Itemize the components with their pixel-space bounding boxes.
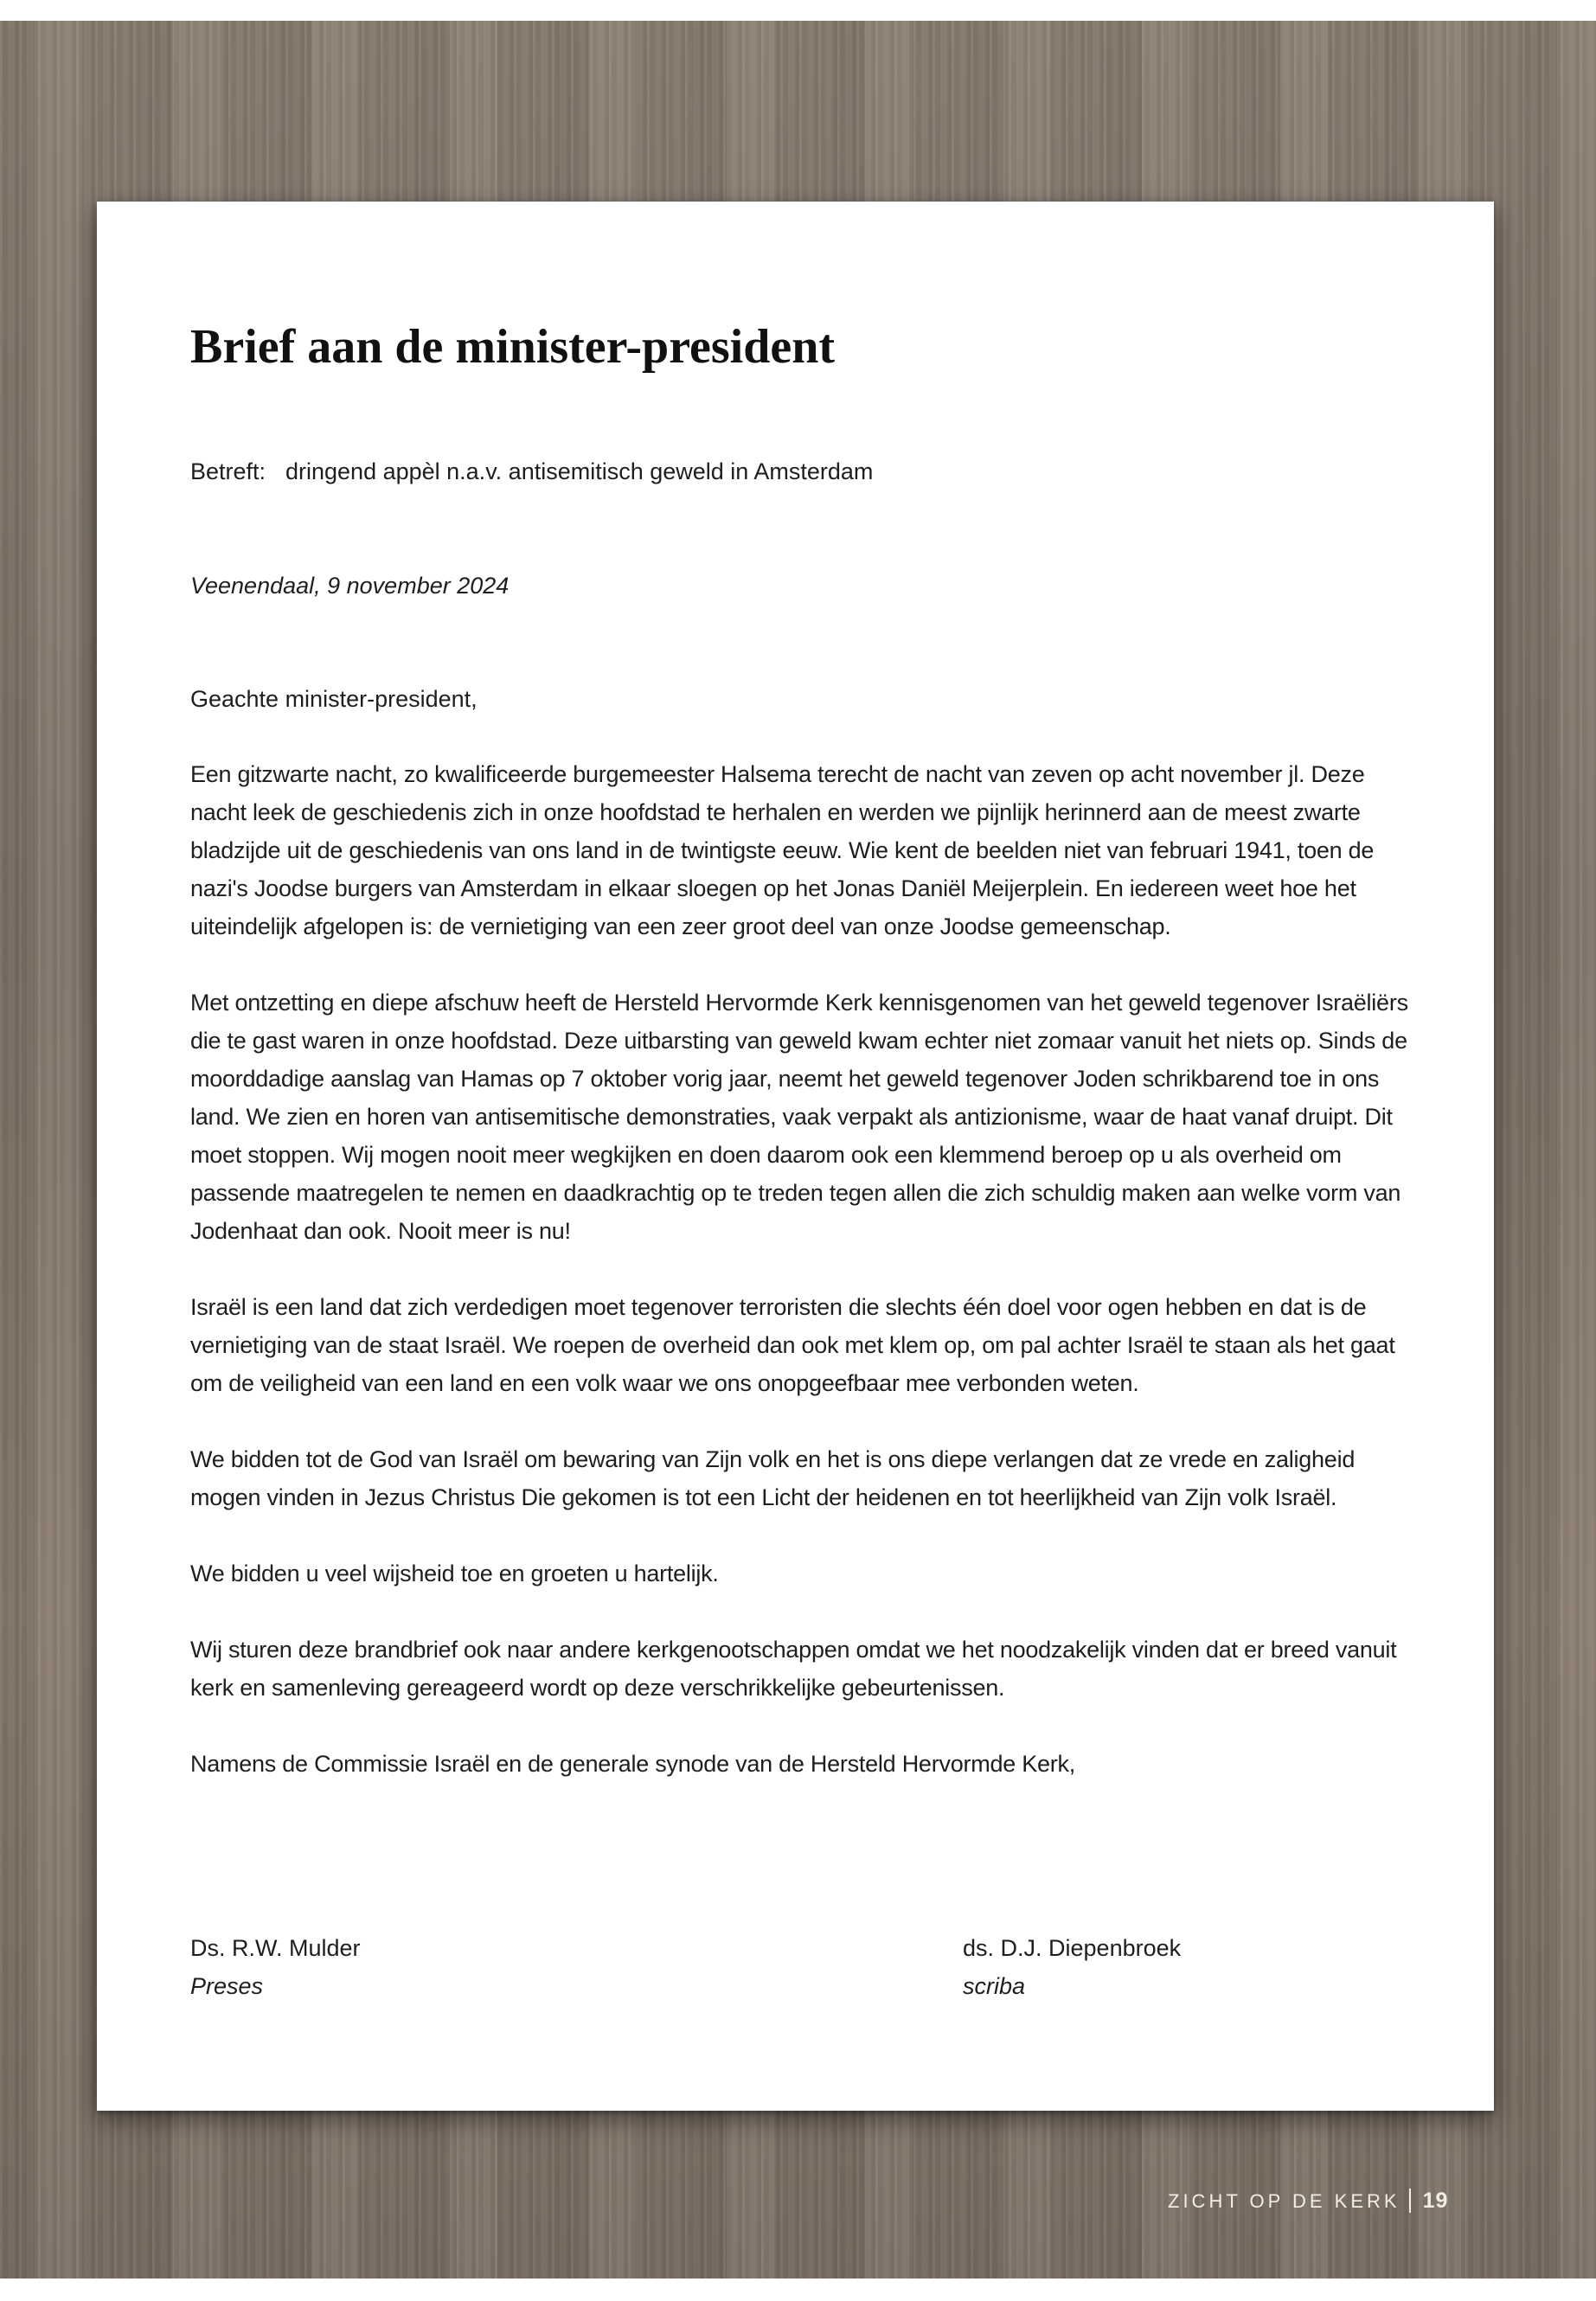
signatory-name: Ds. R.W. Mulder: [190, 1935, 361, 1961]
letter-title: Brief aan de minister-president: [190, 320, 836, 374]
signatory-scriba: [963, 1929, 1181, 2005]
paragraph-3: Israël is een land dat zich verdedigen moet tegenover terroristen die slechts één doel voor ogen hebben en dat is de vernietiging van de staat Israël. We roepen de overheid dan ook met klem op, om pal achter Israël te staan als het gaat om de veiligheid van een land en een volk waar we ons onopgeefbaar mee verbonden weten.: [190, 1294, 1395, 1396]
paragraph-closing: Namens de Commissie Israël en de generale synode van de Hersteld Hervormde Kerk,: [190, 1751, 1075, 1777]
subject-text: dringend appèl n.a.v. antisemitisch geweld in Amsterdam: [285, 458, 874, 484]
page-footer: [1168, 2185, 1448, 2217]
magazine-name: ZICHT OP DE KERK: [1168, 2190, 1401, 2212]
letter-date: Veenendaal, 9 november 2024: [190, 573, 510, 599]
bottom-margin-band: [0, 2279, 1596, 2301]
footer-divider: [1409, 2189, 1411, 2213]
paragraph-2: Met ontzetting en diepe afschuw heeft de Hersteld Hervormde Kerk kennisgenomen van het geweld tegenover Israëliërs die te gast waren in onze hoofdstad. Deze uitbarsting van geweld kwam echter niet zomaar vanuit het niets op. Sinds de moorddadige aanslag van Hamas op 7 oktober vorig jaar, neemt het geweld tegenover Joden schrikbarend toe in ons land. We zien en horen van antisemitische demonstraties, vaak verpakt als antizionisme, waar de haat vanaf druipt. Dit moet stoppen. Wij mogen nooit meer wegkijken en doen daarom ook een klemmend beroep op u als overheid om passende maatregelen te nemen en daadkrachtig op te treden tegen allen die zich schuldig maken aan welke vorm van Jodenhaat dan ook. Nooit meer is nu!: [190, 990, 1408, 1244]
signatory-role: Preses: [190, 1973, 264, 1999]
page-number: 19: [1422, 2189, 1449, 2213]
paragraph-6: Wij sturen deze brandbrief ook naar andere kerkgenootschappen omdat we het noodzakelijk vinden dat er breed vanuit kerk en samenleving gereageerd wordt op deze verschrikkelijke gebeurtenissen.: [190, 1637, 1397, 1701]
paragraph-4: We bidden tot de God van Israël om bewaring van Zijn volk en het is ons diepe verlangen dat ze vrede en zaligheid mogen vinden in Jezus Christus Die gekomen is tot een Licht der heidenen en tot heerlijkheid van Zijn volk Israël.: [190, 1446, 1356, 1510]
signatory-name: ds. D.J. Diepenbroek: [963, 1935, 1182, 1961]
paragraph-5: We bidden u veel wijsheid toe en groeten u hartelijk.: [190, 1561, 719, 1586]
salutation: Geachte minister-president,: [190, 686, 478, 712]
letter-sheet: [97, 202, 1494, 2111]
letter-body: [190, 755, 1423, 1821]
signatory-role: scriba: [963, 1973, 1026, 1999]
subject-label: Betreft:: [190, 458, 266, 484]
subject-line: [190, 452, 873, 490]
signatory-preses: [190, 1929, 361, 2005]
top-margin-band: [0, 0, 1596, 21]
paragraph-1: Een gitzwarte nacht, zo kwalificeerde burgemeester Halsema terecht de nacht van zeven op acht november jl. Deze nacht leek de geschiedenis zich in onze hoofdstad te herhalen en werden we pijnlijk herinnerd aan de meest zwarte bladzijde uit de geschiedenis van ons land in de twintigste eeuw. Wie kent de beelden niet van februari 1941, toen de nazi's Joodse burgers van Amsterdam in elkaar sloegen op het Jonas Daniël Meijerplein. En iedereen weet hoe het uiteindelijk afgelopen is: de vernietiging van een zeer groot deel van onze Joodse gemeenschap.: [190, 761, 1375, 939]
